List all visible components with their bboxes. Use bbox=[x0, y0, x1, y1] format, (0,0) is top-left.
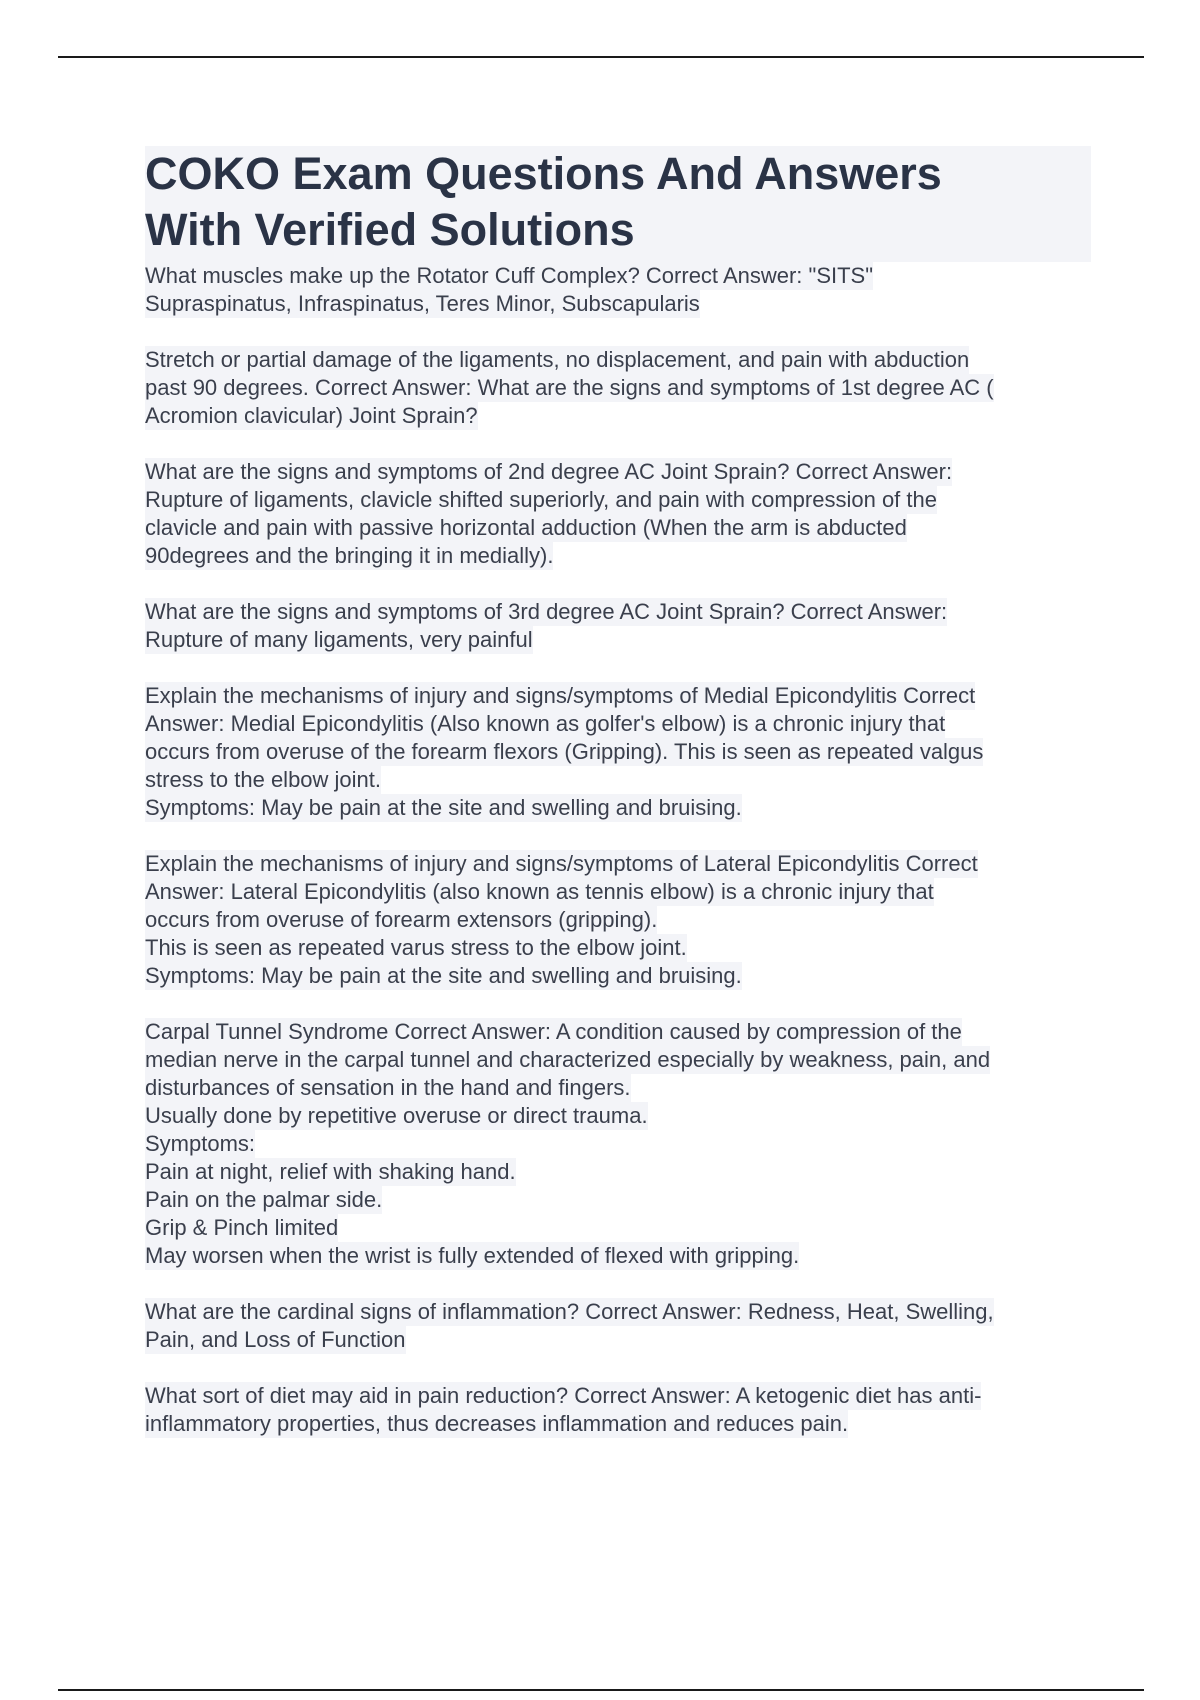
qa-line: Answer: Medial Epicondylitis (Also known as golfer's elbow) is a chronic injury that bbox=[145, 711, 946, 736]
qa-list bbox=[145, 262, 1091, 1438]
qa-line: Acromion clavicular) Joint Sprain? bbox=[145, 403, 478, 428]
qa-line: occurs from overuse of the forearm flexors (Gripping). This is seen as repeated valgus bbox=[145, 739, 984, 764]
qa-entry bbox=[145, 458, 1091, 570]
qa-line: What are the signs and symptoms of 3rd degree AC Joint Sprain? Correct Answer: bbox=[145, 599, 948, 624]
qa-line: Symptoms: bbox=[145, 1131, 256, 1156]
qa-line: Symptoms: May be pain at the site and swelling and bruising. bbox=[145, 963, 742, 988]
qa-line: Carpal Tunnel Syndrome Correct Answer: A condition caused by compression of the bbox=[145, 1019, 962, 1044]
qa-line: occurs from overuse of forearm extensors (gripping). bbox=[145, 907, 658, 932]
qa-line: Answer: Lateral Epicondylitis (also known as tennis elbow) is a chronic injury that bbox=[145, 879, 934, 904]
top-rule bbox=[58, 56, 1144, 58]
qa-line: What are the signs and symptoms of 2nd degree AC Joint Sprain? Correct Answer: bbox=[145, 459, 953, 484]
qa-line: stress to the elbow joint. bbox=[145, 767, 382, 792]
qa-line: Symptoms: May be pain at the site and swelling and bruising. bbox=[145, 795, 742, 820]
qa-line: This is seen as repeated varus stress to the elbow joint. bbox=[145, 935, 687, 960]
qa-line: What muscles make up the Rotator Cuff Complex? Correct Answer: "SITS" bbox=[145, 263, 874, 288]
qa-line: What sort of diet may aid in pain reduction? Correct Answer: A ketogenic diet has anti- bbox=[145, 1383, 982, 1408]
qa-line: inflammatory properties, thus decreases inflammation and reduces pain. bbox=[145, 1411, 849, 1436]
qa-line: 90degrees and the bringing it in medially). bbox=[145, 543, 554, 568]
qa-line: Usually done by repetitive overuse or direct trauma. bbox=[145, 1103, 648, 1128]
qa-line: Rupture of ligaments, clavicle shifted superiorly, and pain with compression of the bbox=[145, 487, 937, 512]
qa-line: Grip & Pinch limited bbox=[145, 1215, 339, 1240]
qa-line: past 90 degrees. Correct Answer: What are the signs and symptoms of 1st degree AC ( bbox=[145, 375, 994, 400]
qa-line: Pain, and Loss of Function bbox=[145, 1327, 406, 1352]
qa-line: Pain on the palmar side. bbox=[145, 1187, 383, 1212]
bottom-rule bbox=[58, 1689, 1144, 1691]
document-title bbox=[145, 146, 1091, 258]
title-line: With Verified Solutions bbox=[145, 204, 635, 255]
qa-line: clavicle and pain with passive horizontal adduction (When the arm is abducted bbox=[145, 515, 907, 540]
document-body bbox=[145, 146, 1091, 1438]
qa-entry bbox=[145, 262, 1091, 318]
qa-entry bbox=[145, 850, 1091, 990]
qa-line: What are the cardinal signs of inflammation? Correct Answer: Redness, Heat, Swelling, bbox=[145, 1299, 994, 1324]
qa-entry bbox=[145, 598, 1091, 654]
qa-entry bbox=[145, 1018, 1091, 1270]
qa-line: Stretch or partial damage of the ligaments, no displacement, and pain with abduction bbox=[145, 347, 970, 372]
qa-line: Supraspinatus, Infraspinatus, Teres Minor, Subscapularis bbox=[145, 291, 700, 316]
qa-entry bbox=[145, 346, 1091, 430]
title-block bbox=[145, 146, 1091, 262]
qa-line: May worsen when the wrist is fully extended of flexed with gripping. bbox=[145, 1243, 800, 1268]
qa-entry bbox=[145, 1382, 1091, 1438]
qa-line: Rupture of many ligaments, very painful bbox=[145, 627, 533, 652]
title-line: COKO Exam Questions And Answers bbox=[145, 148, 942, 199]
qa-line: disturbances of sensation in the hand and fingers. bbox=[145, 1075, 631, 1100]
qa-line: Pain at night, relief with shaking hand. bbox=[145, 1159, 516, 1184]
qa-entry bbox=[145, 682, 1091, 822]
qa-entry bbox=[145, 1298, 1091, 1354]
qa-line: Explain the mechanisms of injury and signs/symptoms of Lateral Epicondylitis Correct bbox=[145, 851, 978, 876]
qa-line: median nerve in the carpal tunnel and characterized especially by weakness, pain, and bbox=[145, 1047, 991, 1072]
qa-line: Explain the mechanisms of injury and signs/symptoms of Medial Epicondylitis Correct bbox=[145, 683, 976, 708]
